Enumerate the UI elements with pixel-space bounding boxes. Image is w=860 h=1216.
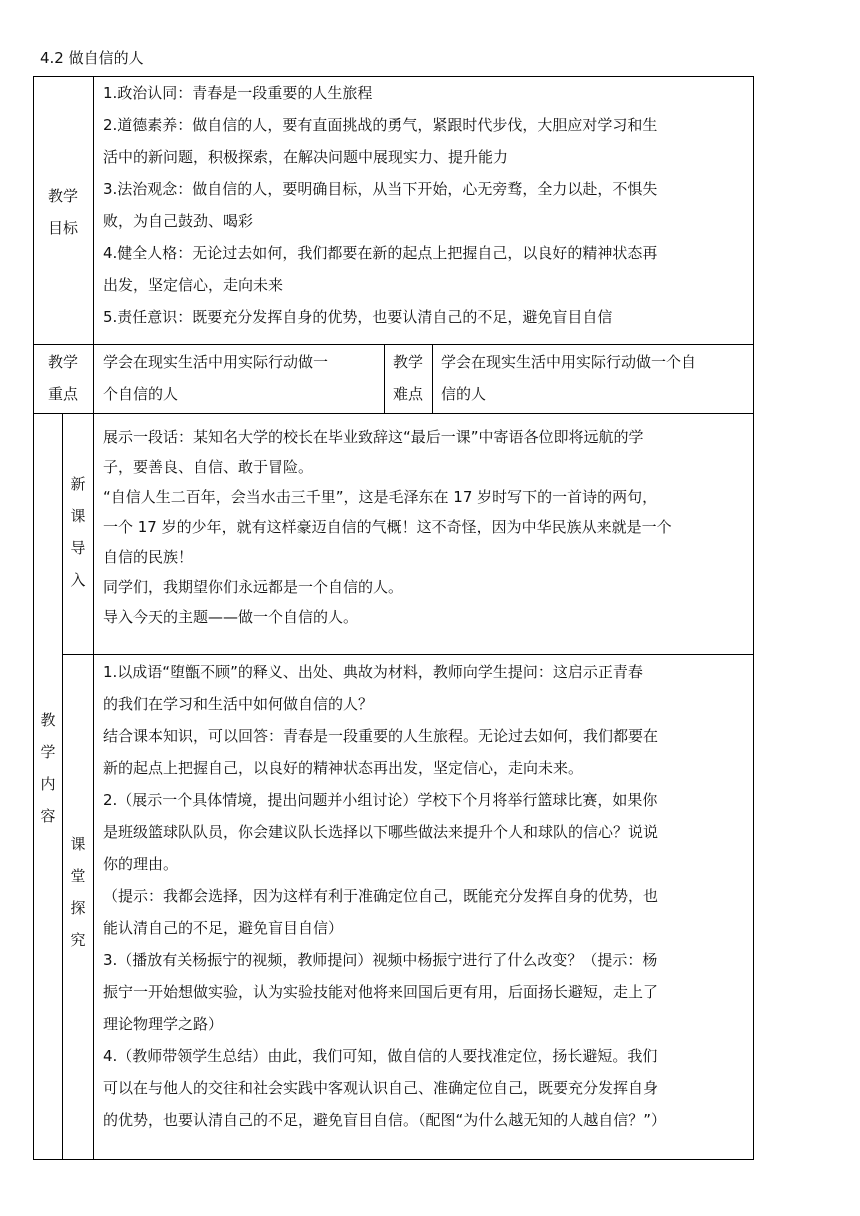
inquiry-line: 的我们在学习和生活中如何做自信的人？ (103, 695, 374, 713)
inquiry-line: 能认清自己的不足，避免盲目自信） (103, 919, 344, 937)
objectives-label-line1: 教学 (47, 187, 78, 205)
objective-item: 3.法治观念：做自信的人，要明确目标，从当下开始，心无旁骛，全力以赴，不惧失 (103, 180, 658, 198)
inquiry-line: 2.（展示一个具体情境，提出问题并小组讨论）学校下个月将举行篮球比赛，如果你 (103, 791, 658, 809)
inquiry-line: 3.（播放有关杨振宁的视频，教师提问）视频中杨振宁进行了什么改变？（提示：杨 (103, 951, 658, 969)
objective-item: 1.政治认同：青春是一段重要的人生旅程 (103, 84, 373, 102)
inquiry-label-char: 课 (70, 835, 86, 853)
inquiry-label (63, 828, 93, 956)
row-divider (62, 654, 754, 655)
intro-label-char: 导 (70, 539, 86, 557)
intro-line: 导入今天的主题——做一个自信的人。 (103, 608, 359, 626)
intro-line: 自信的民族！ (103, 548, 194, 566)
column-divider (93, 413, 94, 1160)
difficulties-line: 学会在现实生活中用实际行动做一个自 (441, 353, 697, 371)
inquiry-text (103, 656, 751, 1136)
key-points-line: 学会在现实生活中用实际行动做一 (103, 353, 329, 371)
column-divider (432, 344, 433, 413)
row-divider (33, 413, 754, 414)
inquiry-line: 振宁一开始想做实验，认为实验技能对他将来回国后更有用，后面扬长避短，走上了 (103, 983, 659, 1001)
objectives-label-line2: 目标 (47, 219, 78, 237)
objective-item: 败，为自己鼓劲、喝彩 (103, 212, 254, 230)
intro-line: “自信人生二百年，会当水击三千里”，这是毛泽东在 17 岁时写下的一首诗的两句， (103, 488, 658, 506)
inquiry-line: 理论物理学之路） (103, 1015, 224, 1033)
content-label-char: 容 (40, 807, 56, 825)
difficulties-label-line2: 难点 (392, 385, 423, 403)
column-divider (93, 76, 94, 413)
inquiry-line: 你的理由。 (103, 855, 179, 873)
intro-text (103, 422, 751, 632)
inquiry-line: 1.以成语“堕甑不顾”的释义、出处、典故为材料，教师向学生提问：这启示正青春 (103, 663, 643, 681)
inquiry-line: 新的起点上把握自己，以良好的精神状态再出发，坚定信心，走向未来。 (103, 759, 584, 777)
key-points-label-line1: 教学 (47, 353, 78, 371)
inquiry-label-char: 探 (70, 899, 86, 917)
intro-label-char: 入 (70, 571, 86, 589)
inquiry-line: 4.（教师带领学生总结）由此，我们可知，做自信的人要找准定位，扬长避短。我们 (103, 1047, 658, 1065)
objectives-label (33, 180, 93, 244)
difficulties-label-line1: 教学 (392, 353, 423, 371)
intro-label-char: 新 (70, 475, 86, 493)
intro-line: 展示一段话：某知名大学的校长在毕业致辞这“最后一课”中寄语各位即将远航的学 (103, 428, 644, 446)
objective-item: 5.责任意识：既要充分发挥自身的优势，也要认清自己的不足，避免盲目自信 (103, 308, 613, 326)
key-points-label (33, 346, 93, 410)
key-points-line: 个自信的人 (103, 385, 179, 403)
intro-label-char: 课 (70, 507, 86, 525)
difficulties-line: 信的人 (441, 385, 487, 403)
key-points-label-line2: 重点 (47, 385, 78, 403)
lesson-title: 4.2 做自信的人 (40, 49, 144, 67)
content-label-char: 教 (40, 711, 56, 729)
content-label-char: 内 (40, 775, 56, 793)
inquiry-line: 的优势，也要认清自己的不足，避免盲目自信。（配图“为什么越无知的人越自信？”） (103, 1111, 667, 1129)
intro-line: 同学们，我期望你们永远都是一个自信的人。 (103, 578, 404, 596)
intro-line: 子，要善良、自信、敢于冒险。 (103, 458, 314, 476)
objective-item: 出发，坚定信心，走向未来 (103, 276, 284, 294)
inquiry-label-char: 究 (70, 931, 86, 949)
inquiry-line: 可以在与他人的交往和社会实践中客观认识自己、准确定位自己，既要充分发挥自身 (103, 1079, 659, 1097)
content-label-char: 学 (40, 743, 56, 761)
key-points-text (103, 346, 381, 410)
difficulties-text (441, 346, 751, 410)
inquiry-line: 结合课本知识，可以回答：青春是一段重要的人生旅程。无论过去如何，我们都要在 (103, 727, 659, 745)
intro-label (63, 468, 93, 596)
intro-line: 一个 17 岁的少年，就有这样豪迈自信的气概！这不奇怪，因为中华民族从来就是一个 (103, 518, 672, 536)
content-label (33, 704, 63, 832)
inquiry-line: （提示：我都会选择，因为这样有利于准确定位自己，既能充分发挥自身的优势，也 (103, 887, 659, 905)
objective-item: 活中的新问题，积极探索，在解决问题中展现实力、提升能力 (103, 148, 509, 166)
objectives-text (103, 77, 751, 333)
difficulties-label (384, 346, 432, 410)
objective-item: 2.道德素养：做自信的人，要有直面挑战的勇气，紧跟时代步伐，大胆应对学习和生 (103, 116, 658, 134)
inquiry-line: 是班级篮球队队员，你会建议队长选择以下哪些做法来提升个人和球队的信心？说说 (103, 823, 659, 841)
row-divider (33, 344, 754, 345)
objective-item: 4.健全人格：无论过去如何，我们都要在新的起点上把握自己，以良好的精神状态再 (103, 244, 658, 262)
inquiry-label-char: 堂 (70, 867, 86, 885)
